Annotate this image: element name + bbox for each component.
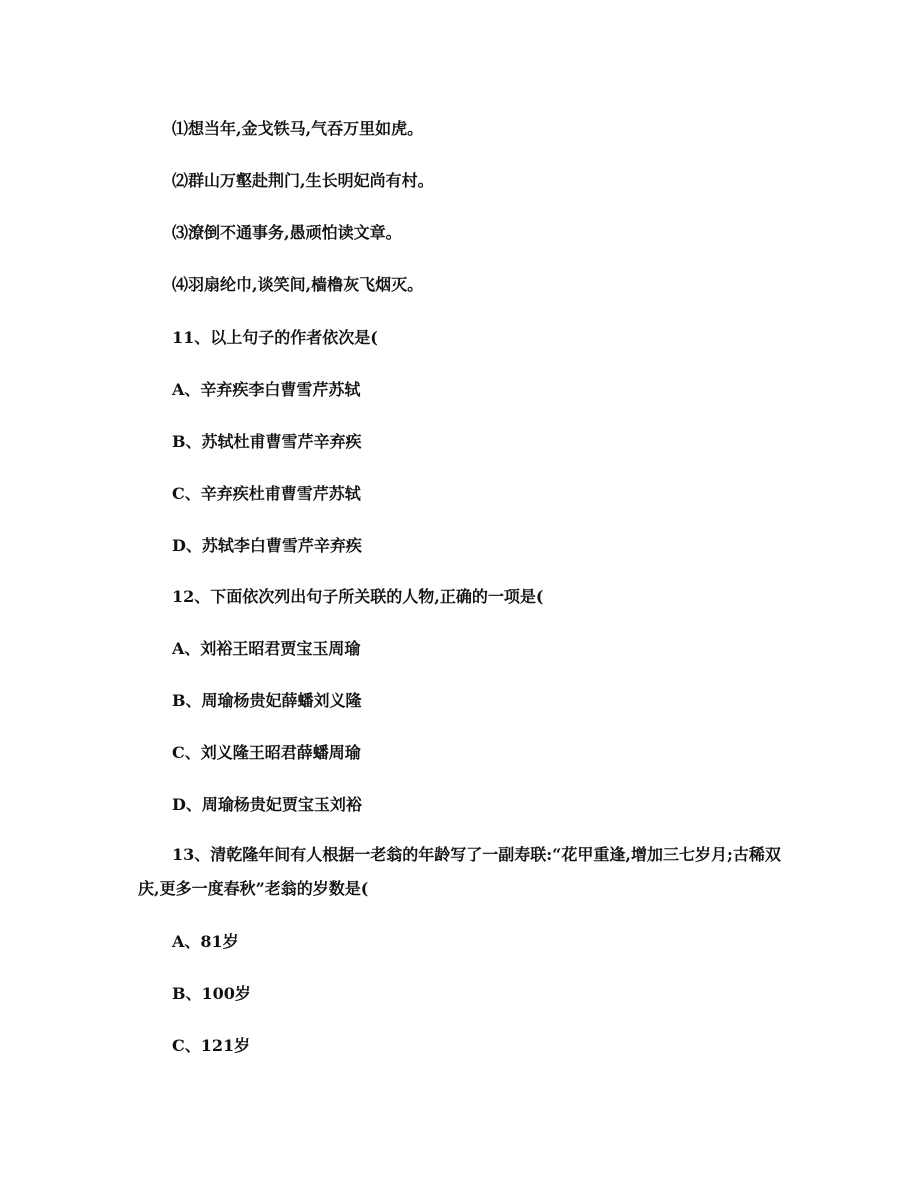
question-13-option-a: A、81岁 (172, 932, 239, 951)
question-13-option-b: B、100岁 (172, 984, 251, 1003)
question-11-option-a: A、辛弃疾李白曹雪芹苏轼 (172, 380, 361, 399)
question-13-stem: 13、清乾隆年间有人根据一老翁的年龄写了一副寿联:“花甲重逢,增加三七岁月;古稀双庆,更多一度春秋”老翁的岁数是( (138, 845, 781, 898)
question-11-stem: 11、以上句子的作者依次是( (172, 328, 378, 347)
poem-line-4: ⑷羽扇纶巾,谈笑间,樯橹灰飞烟灭。 (172, 275, 424, 294)
question-11-option-c: C、辛弃疾杜甫曹雪芹苏轼 (172, 484, 361, 503)
question-12-option-b: B、周瑜杨贵妃薛蟠刘义隆 (172, 691, 362, 710)
poem-line-1: ⑴想当年,金戈铁马,气吞万里如虎。 (172, 119, 424, 138)
question-11-option-d: D、苏轼李白曹雪芹辛弃疾 (172, 536, 362, 555)
question-13-option-c: C、121岁 (172, 1036, 251, 1055)
poem-line-2: ⑵群山万壑赴荆门,生长明妃尚有村。 (172, 171, 434, 190)
poem-line-3: ⑶潦倒不通事务,愚顽怕读文章。 (172, 223, 402, 242)
question-12-option-a: A、刘裕王昭君贾宝玉周瑜 (172, 639, 361, 658)
question-11-option-b: B、苏轼杜甫曹雪芹辛弃疾 (172, 432, 362, 451)
question-12-stem: 12、下面依次列出句子所关联的人物,正确的一项是( (172, 587, 544, 606)
question-12-option-d: D、周瑜杨贵妃贾宝玉刘裕 (172, 795, 362, 814)
question-12-option-c: C、刘义隆王昭君薛蟠周瑜 (172, 743, 361, 762)
